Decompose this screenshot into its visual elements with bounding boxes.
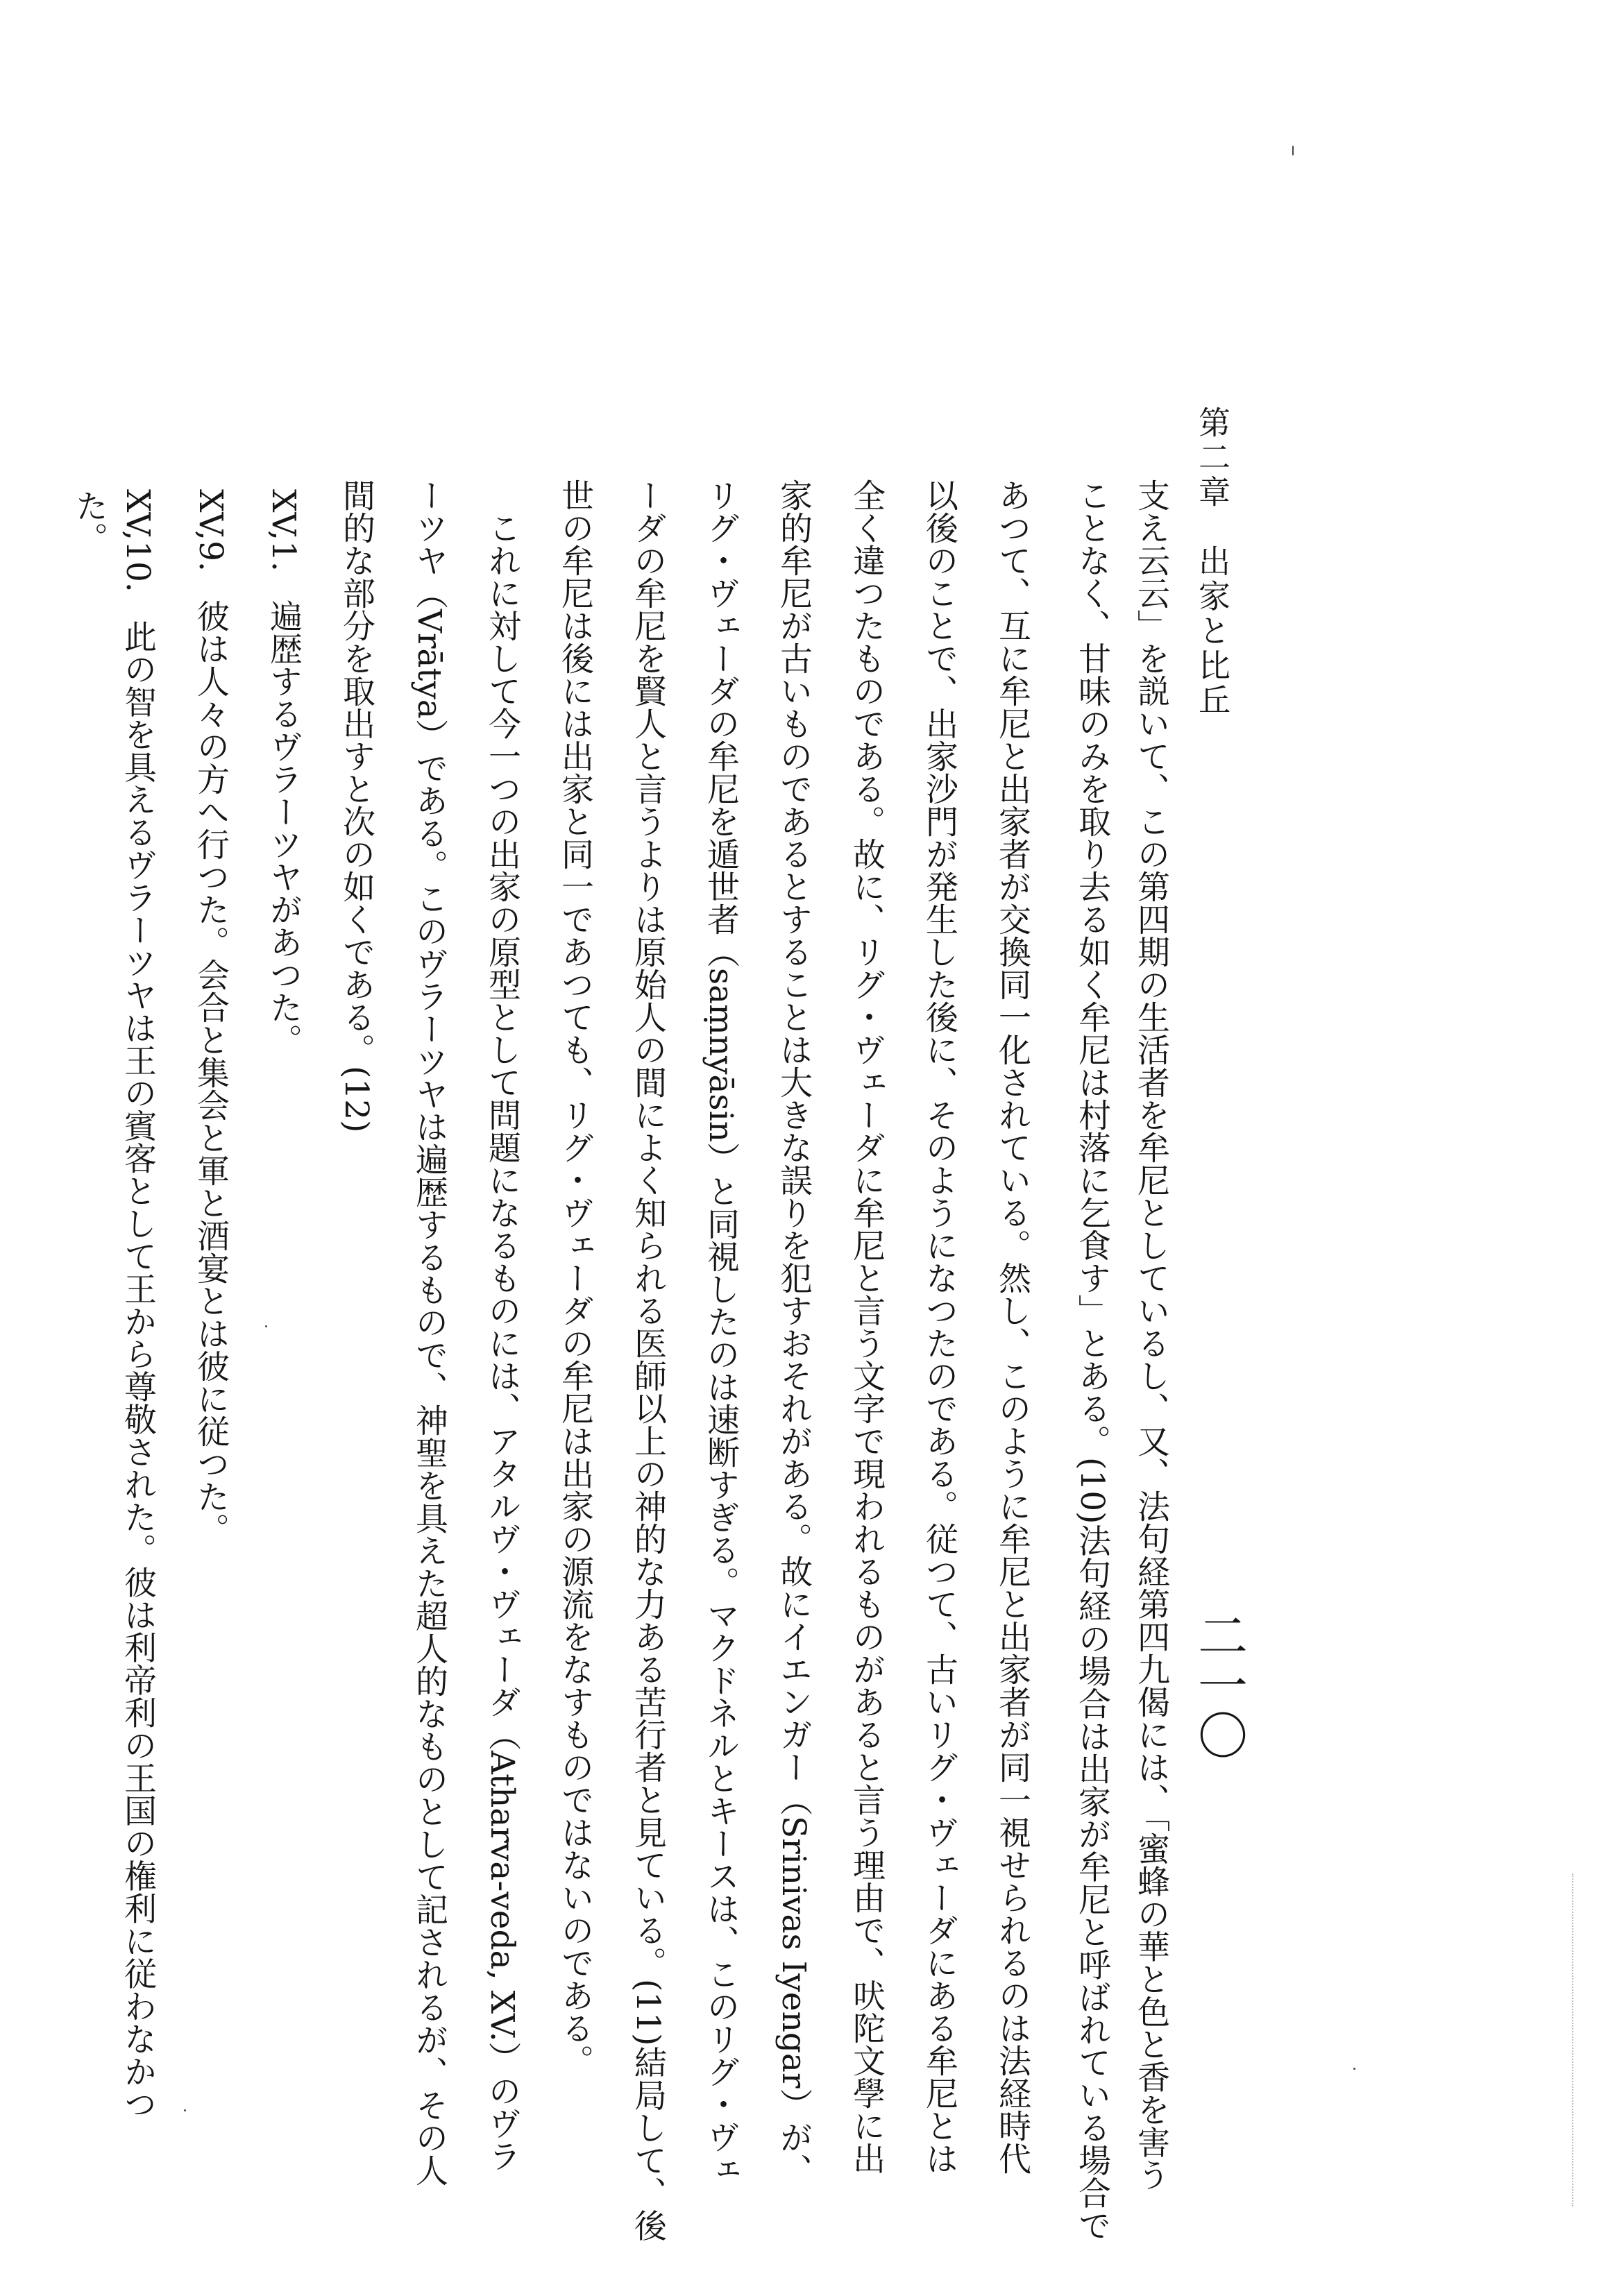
verse-number: XV,10.	[119, 489, 157, 593]
text-line: リグ・ヴェーダの牟尼を遁世者（saṃnyāsin）と同視したのは速断すぎる。マクドネルとキースは、このリグ・ヴェ	[702, 479, 740, 2186]
text-line: これに対して今一つの出家の原型として問題になるものには、アタルヴ・ヴェーダ（Atharva-veda, XV.）のヴラ	[483, 479, 521, 2172]
verse-line	[260, 489, 306, 2272]
verse-text: 遍歴するヴラーツヤがあつた。	[264, 599, 303, 1056]
verse-number: XV,9.	[192, 489, 230, 572]
verse-line	[115, 489, 160, 2272]
text-line: ーツヤ（Vrātya）である。このヴラーツヤは遍歴するもので、神聖を具えた超人的なものとして記されるが、その人	[410, 479, 448, 2186]
verse-number: XV,1.	[264, 489, 303, 572]
verse-line	[187, 489, 233, 2272]
scan-speck	[184, 2109, 186, 2111]
scan-edge-artifact	[1572, 1873, 1575, 2206]
text-line: 世の牟尼は後には出家と同一であつても、リグ・ヴェーダの牟尼は出家の源流をなすものではないのである。	[556, 479, 594, 2077]
scan-mark	[1292, 146, 1294, 155]
page-number: 二一〇	[1190, 1610, 1248, 1760]
text-line: ことなく、甘味のみを取り去る如く牟尼は村落に乞食す」とある。(10)法句経の場合は出家が牟尼と呼ばれている場合で	[1073, 479, 1111, 2242]
text-line: 全く違つたものである。故に、リグ・ヴェーダに牟尼と言う文字で現われるものがあると言う理由で、吠陀文學に出	[847, 479, 886, 2175]
verse-text: 彼は人々の方へ行つた。会合と集会と軍と酒宴とは彼に従つた。	[192, 599, 230, 1545]
continuation-line: た。	[70, 489, 108, 554]
text-line: 以後のことで、出家沙門が発生した後に、そのようになつたのである。従つて、古いリグ・ヴェーダにある牟尼とは	[920, 479, 958, 2175]
verse-text: 此の智を具えるヴラーツヤは王の賓客として王から尊敬された。彼は利帝利の王国の権利に従わなかつ	[119, 620, 157, 2120]
chapter-heading: 第二章 出家と比丘	[1194, 406, 1231, 718]
text-line: 家的牟尼が古いものであるとすることは大きな誤りを犯すおそれがある。故にイエンガー（Srinivas Iyengar）が、	[775, 479, 813, 2186]
scan-speck	[1353, 2068, 1355, 2070]
text-line: 間的な部分を取出すと次の如くである。(12)	[337, 479, 375, 1133]
scan-speck	[265, 1325, 267, 1327]
text-line: ーダの牟尼を賢人と言うよりは原始人の間によく知られる医師以上の神的な力ある苦行者と見ている。(11)結局して、後	[629, 479, 667, 2242]
text-line: あつて、互に牟尼と出家者が交換同一化されている。然し、このように牟尼と出家者が同一視せられるのは法経時代	[993, 479, 1031, 2175]
text-line: 支え云云」を説いて、この第四期の生活者を牟尼としているし、又、法句経第四九偈には、「蜜蜂の華と色と香を害う	[1132, 479, 1170, 2191]
